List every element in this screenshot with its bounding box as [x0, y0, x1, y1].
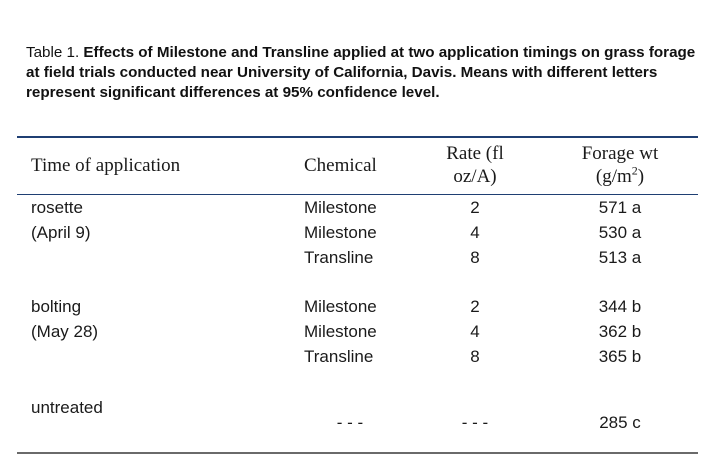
time-date-bolting: (May 28)	[31, 322, 99, 341]
table-cell-chemical: Milestone	[304, 223, 377, 242]
time-date-rosette: (April 9)	[31, 223, 91, 242]
time-label-bolting: bolting	[31, 297, 82, 316]
header-rate: Rate (fl oz/A)	[446, 143, 504, 187]
table-cell-rate: 2	[470, 198, 480, 217]
table-cell-forage: 513 a	[598, 248, 642, 267]
table-cell-forage: 571 a	[598, 198, 642, 217]
header-time-of-application: Time of application	[31, 155, 181, 176]
table-cell-forage: 362 b	[598, 322, 642, 341]
table-cell-rate: 4	[470, 322, 480, 341]
header-forage-unit-close: )	[637, 166, 645, 187]
table-cell-rate: - - -	[461, 413, 489, 432]
caption-description: Effects of Milestone and Transline applied at two application timings on grass forage at field trials conducted near University of California, Davis. Means with different letters represent significant differences at 95% confidence level.	[26, 44, 696, 101]
table-bottom-rule	[17, 452, 698, 454]
header-forage-label: Forage wt	[581, 143, 659, 164]
table-cell-rate: 4	[470, 223, 480, 242]
header-forage-unit-open: (g/m	[595, 166, 632, 187]
table-cell-chemical: Milestone	[304, 297, 377, 316]
table-cell-forage: 530 a	[598, 223, 642, 242]
table-top-rule	[17, 136, 698, 138]
time-label-rosette: rosette	[31, 198, 83, 217]
table-cell-forage: 344 b	[598, 297, 642, 316]
table-cell-rate: 8	[470, 347, 480, 366]
table-cell-chemical: Milestone	[304, 322, 377, 341]
table-cell-forage: 285 c	[599, 413, 641, 432]
table-cell-chemical: Transline	[304, 347, 374, 366]
table-cell-chemical: Milestone	[304, 198, 377, 217]
table-cell-chemical: Transline	[304, 248, 374, 267]
table-cell-forage: 365 b	[598, 347, 642, 366]
table-caption	[26, 43, 696, 103]
caption-label: Table 1.	[26, 44, 84, 61]
table-cell-rate: 8	[470, 248, 480, 267]
table-cell-chemical: - - -	[336, 413, 364, 432]
header-forage-wt	[560, 142, 680, 188]
header-rule	[17, 194, 698, 195]
time-label-untreated: untreated	[31, 398, 103, 417]
header-forage-unit-sup: 2	[631, 163, 638, 178]
header-chemical: Chemical	[304, 155, 377, 176]
table-cell-rate: 2	[470, 297, 480, 316]
